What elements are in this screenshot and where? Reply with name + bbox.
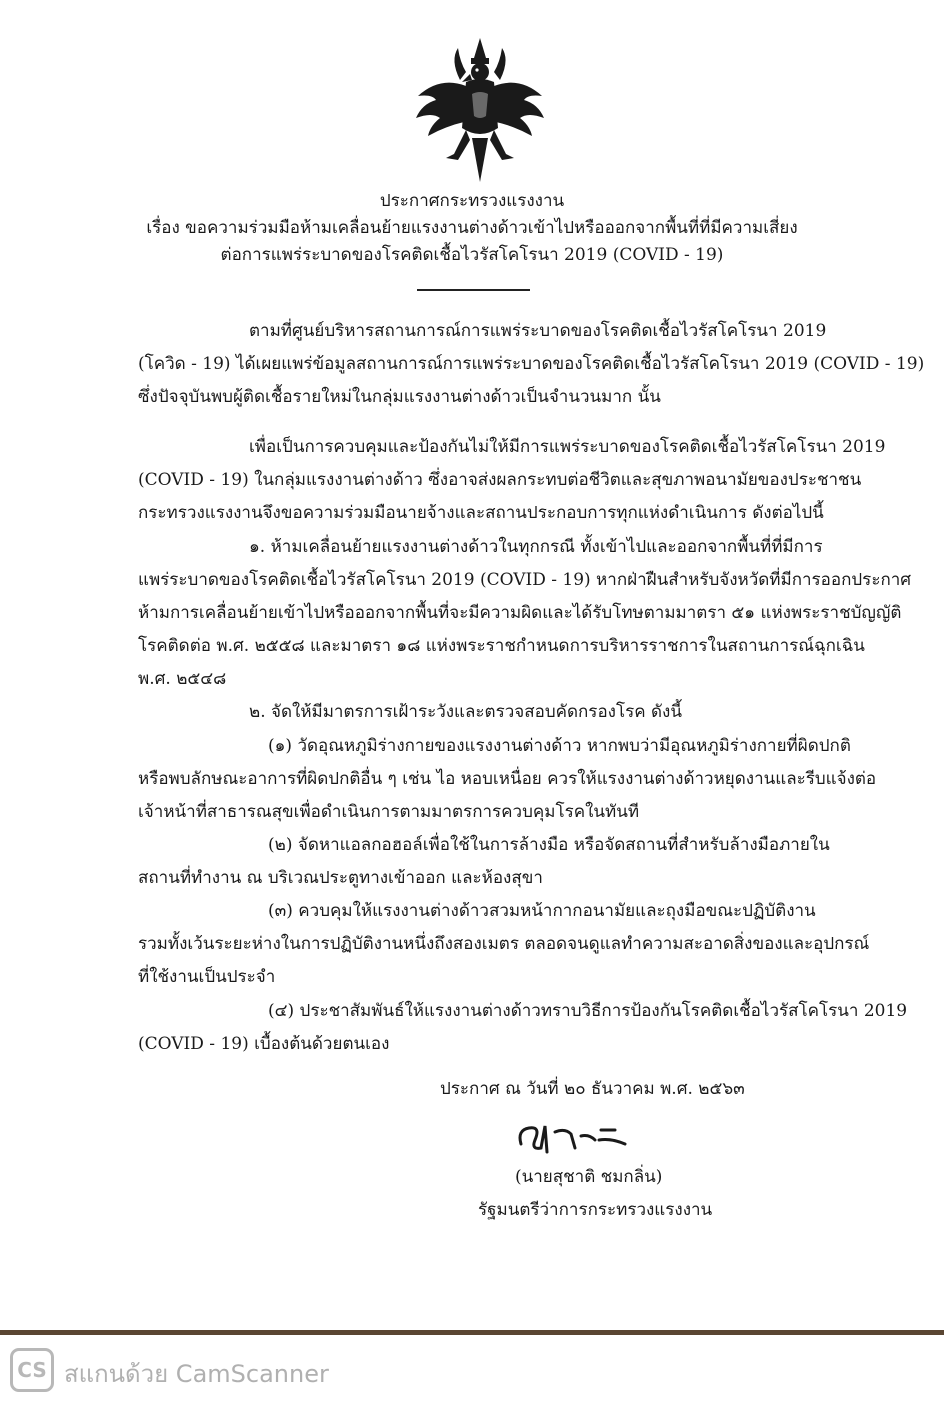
body-line: ๒. จัดให้มีมาตรการเฝ้าระวังและตรวจสอบคัดกรองโรค ดังนี้	[249, 702, 682, 722]
body-line: ๑. ห้ามเคลื่อนย้ายแรงงานต่างด้าวในทุกกรณี ทั้งเข้าไปและออกจากพื้นที่ที่มีการ	[249, 537, 823, 557]
signer-title: รัฐมนตรีว่าการกระทรวงแรงงาน	[478, 1200, 713, 1220]
body-line: (๒) จัดหาแอลกอฮอล์เพื่อใช้ในการล้างมือ หรือจัดสถานที่สำหรับล้างมือภายใน	[268, 835, 830, 855]
body-line: (๔) ประชาสัมพันธ์ให้แรงงานต่างด้าวทราบวิธีการป้องกันโรคติดเชื้อไวรัสโคโรนา 2019	[268, 1001, 908, 1021]
subject-line-continued: ต่อการแพร่ระบาดของโรคติดเชื้อไวรัสโคโรนา 2019 (COVID - 19)	[220, 245, 724, 265]
body-line: (๑) วัดอุณหภูมิร่างกายของแรงงานต่างด้าว หากพบว่ามีอุณหภูมิร่างกายที่ผิดปกติ	[268, 736, 851, 756]
signature-icon	[515, 1118, 635, 1158]
body-line: ซึ่งปัจจุบันพบผู้ติดเชื้อรายใหม่ในกลุ่มแรงงานต่างด้าวเป็นจำนวนมาก นั้น	[138, 387, 661, 407]
body-line: พ.ศ. ๒๕๔๘	[138, 669, 227, 689]
signer-name: (นายสุชาติ ชมกลิ่น)	[515, 1167, 663, 1187]
camscanner-logo-text: CS	[17, 1358, 47, 1382]
body-line: ที่ใช้งานเป็นประจำ	[138, 967, 276, 987]
body-line: โรคติดต่อ พ.ศ. ๒๕๕๘ และมาตรา ๑๘ แห่งพระราชกำหนดการบริหารราชการในสถานการณ์ฉุกเฉิน	[138, 636, 865, 656]
announcement-heading: ประกาศกระทรวงแรงงาน	[379, 191, 565, 211]
camscanner-logo-icon	[10, 1348, 54, 1392]
body-line: ห้ามการเคลื่อนย้ายเข้าไปหรือออกจากพื้นที่จะมีความผิดและได้รับโทษตามมาตรา ๕๑ แห่งพระราชบัญญัติ	[138, 603, 902, 623]
subject-line: เรื่อง ขอความร่วมมือห้ามเคลื่อนย้ายแรงงานต่างด้าวเข้าไปหรือออกจากพื้นที่ที่มีความเสี่ยง	[146, 218, 798, 238]
date-line: ประกาศ ณ วันที่ ๒๐ ธันวาคม พ.ศ. ๒๕๖๓	[440, 1079, 745, 1099]
body-line: (๓) ควบคุมให้แรงงานต่างด้าวสวมหน้ากากอนามัยและถุงมือขณะปฏิบัติงาน	[268, 901, 816, 921]
body-line: หรือพบลักษณะอาการที่ผิดปกติอื่น ๆ เช่น ไอ หอบเหนื่อย ควรให้แรงงานต่างด้าวหยุดงานและรีบแจ้งต่อ	[138, 769, 877, 789]
body-line: (โควิด - 19) ได้เผยแพร่ข้อมูลสถานการณ์การแพร่ระบาดของโรคติดเชื้อไวรัสโคโรนา 2019 (COVID - 19)	[138, 354, 925, 374]
body-line: รวมทั้งเว้นระยะห่างในการปฏิบัติงานหนึ่งถึงสองเมตร ตลอดจนดูแลทำความสะอาดสิ่งของและอุปกรณ์	[138, 934, 870, 954]
page-bottom-edge	[0, 1330, 944, 1335]
body-line: สถานที่ทำงาน ณ บริเวณประตูทางเข้าออก และห้องสุขา	[138, 868, 543, 888]
garuda-emblem-icon	[410, 36, 550, 186]
body-line: กระทรวงแรงงานจึงขอความร่วมมือนายจ้างและสถานประกอบการทุกแห่งดำเนินการ ดังต่อไปนี้	[138, 503, 824, 523]
body-line: เจ้าหน้าที่สาธารณสุขเพื่อดำเนินการตามมาตรการควบคุมโรคในทันที	[138, 802, 640, 822]
body-line: (COVID - 19) เบื้องต้นด้วยตนเอง	[138, 1034, 390, 1054]
body-line: เพื่อเป็นการควบคุมและป้องกันไม่ให้มีการแพร่ระบาดของโรคติดเชื้อไวรัสโคโรนา 2019	[249, 437, 886, 457]
camscanner-watermark: สแกนด้วย CamScanner	[64, 1360, 329, 1388]
body-line: (COVID - 19) ในกลุ่มแรงงานต่างด้าว ซึ่งอาจส่งผลกระทบต่อชีวิตและสุขภาพอนามัยของประชาชน	[138, 470, 862, 490]
body-line: ตามที่ศูนย์บริหารสถานการณ์การแพร่ระบาดของโรคติดเชื้อไวรัสโคโรนา 2019	[249, 321, 827, 341]
body-line: แพร่ระบาดของโรคติดเชื้อไวรัสโคโรนา 2019 (COVID - 19) หากฝ่าฝืนสำหรับจังหวัดที่มีการออกประกาศ	[138, 570, 912, 590]
heading-divider	[417, 289, 530, 291]
